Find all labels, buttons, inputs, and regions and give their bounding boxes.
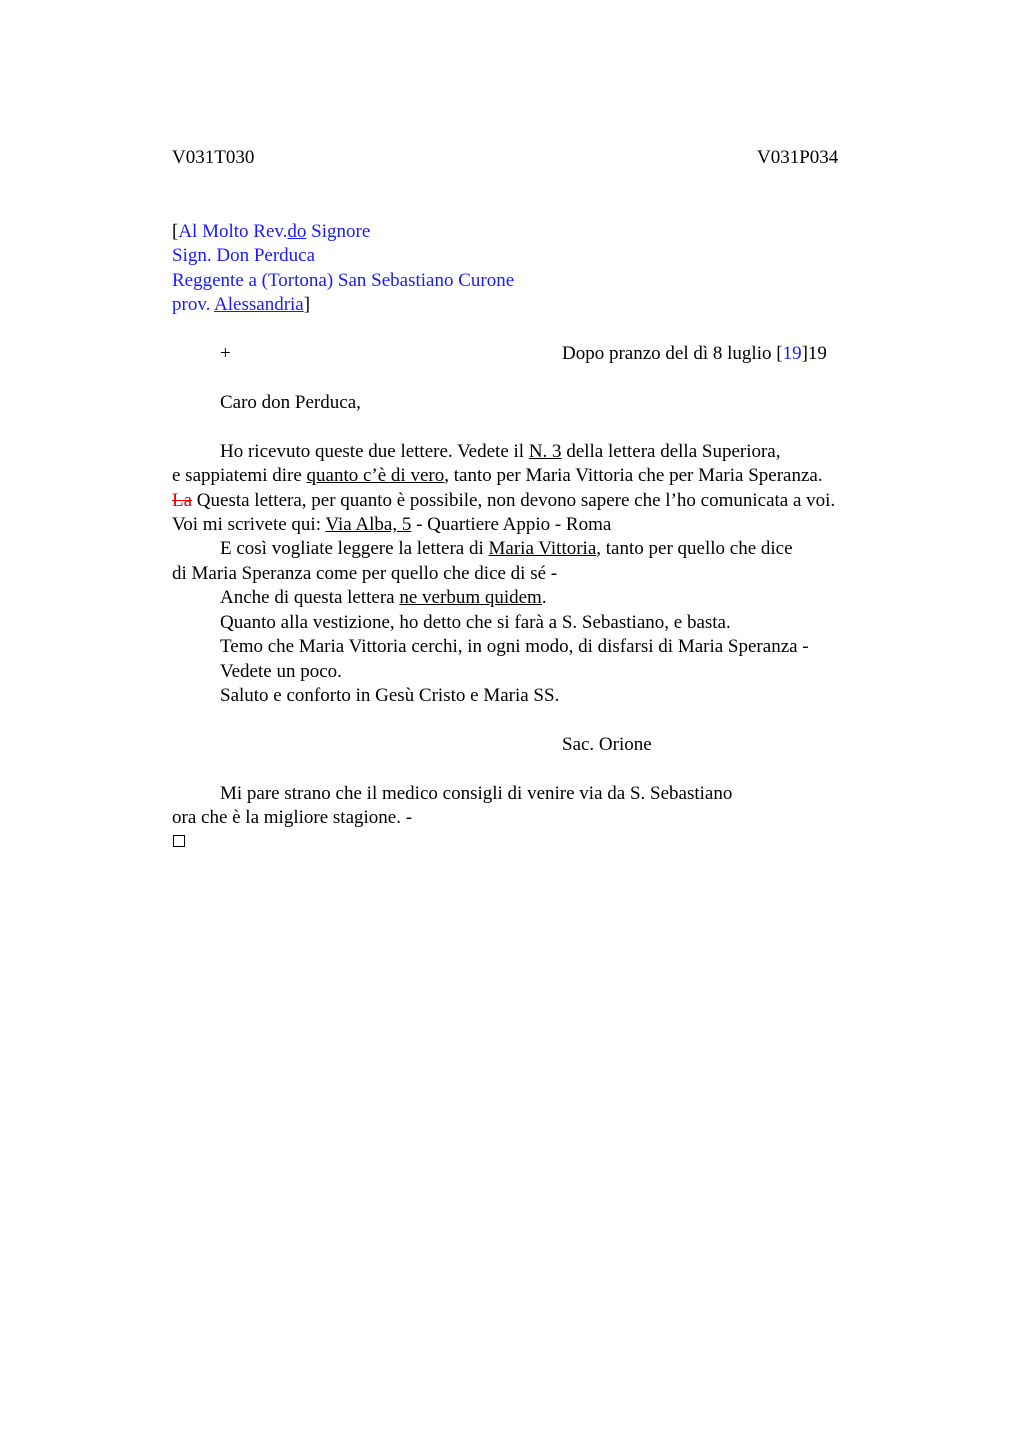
address-line-3: Reggente a (Tortona) San Sebastiano Curone: [172, 270, 515, 291]
address-line-2: Sign. Don Perduca: [172, 245, 316, 266]
end-box-icon: [173, 835, 185, 847]
body-line-7-c: .: [541, 587, 547, 608]
signature: Sac. Orione: [562, 734, 652, 755]
body-line-3-b: Questa lettera, per quanto è possibile, non devono sapere che l’ho comunicata a voi.: [192, 490, 836, 511]
body-line-4-a: Voi mi scrivete qui:: [172, 514, 326, 535]
deleted-word: La: [172, 490, 193, 511]
address-line-1-text: Al Molto Rev.: [178, 221, 288, 242]
address-line-1-superscript: do: [287, 221, 307, 242]
date-text: Dopo pranzo del dì 8 luglio [: [562, 343, 783, 364]
address-line-4: [172, 293, 310, 317]
body-line-7-b: ne verbum quidem: [399, 587, 542, 608]
body-line-4-b: Via Alba, 5: [325, 514, 412, 535]
postscript-line-1: Mi pare strano che il medico consigli di venire via da S. Sebastiano: [220, 783, 733, 804]
body-line-6: di Maria Speranza come per quello che dice di sé -: [172, 563, 558, 584]
body-line-1-c: della lettera della Superiora,: [561, 441, 781, 462]
body-line-5-c: , tanto per quello che dice: [596, 538, 793, 559]
body-line-11: Saluto e conforto in Gesù Cristo e Maria SS.: [220, 685, 560, 706]
date-century: 19: [782, 343, 802, 364]
body-line-4-c: - Quartiere Appio - Roma: [411, 514, 612, 535]
postscript-line-2: ora che è la migliore stagione. -: [172, 807, 413, 828]
body-line-7-a: Anche di questa lettera: [220, 587, 400, 608]
body-line-2-a: e sappiatemi dire: [172, 465, 307, 486]
body-line-1-b: N. 3: [528, 441, 562, 462]
body-line-1: [220, 440, 781, 464]
date-line: [562, 342, 827, 366]
body-line-7: [220, 586, 547, 610]
body-line-4: [172, 513, 611, 537]
address-line-4-prefix: prov.: [172, 294, 215, 315]
body-line-5-a: E così vogliate leggere la lettera di: [220, 538, 489, 559]
address-province: Alessandria: [214, 294, 304, 315]
body-line-3: [172, 489, 835, 513]
body-line-10: Vedete un poco.: [220, 661, 342, 682]
body-line-9: Temo che Maria Vittoria cerchi, in ogni modo, di disfarsi di Maria Speranza -: [220, 636, 809, 657]
body-line-5-b: Maria Vittoria: [488, 538, 597, 559]
address-line-1-end: Signore: [306, 221, 371, 242]
body-line-2: [172, 464, 823, 488]
body-line-8: Quanto alla vestizione, ho detto che si farà a S. Sebastiano, e basta.: [220, 612, 731, 633]
close-bracket: ]: [303, 294, 311, 315]
body-line-2-c: , tanto per Maria Vittoria che per Maria Speranza.: [444, 465, 823, 486]
cross-mark: +: [220, 343, 231, 364]
body-line-5: [220, 537, 793, 561]
open-bracket: [: [172, 221, 179, 242]
right-document-code: V031P034: [757, 147, 839, 168]
salutation: Caro don Perduca,: [220, 392, 361, 413]
body-line-2-b: quanto c’è di vero: [306, 465, 445, 486]
address-line-1: [172, 220, 370, 244]
left-document-code: V031T030: [172, 147, 255, 168]
date-year: ]19: [801, 343, 827, 364]
body-line-1-a: Ho ricevuto queste due lettere. Vedete il: [220, 441, 529, 462]
